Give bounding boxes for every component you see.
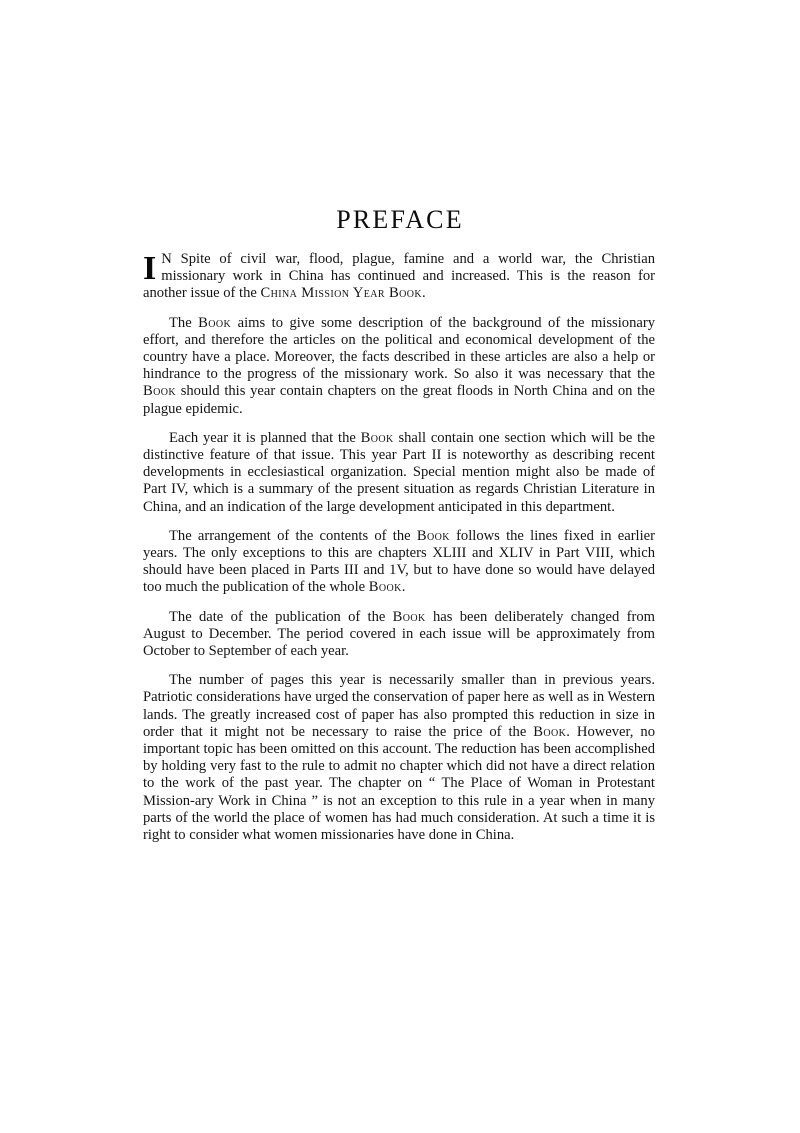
- paragraph-1: [143, 251, 655, 303]
- small-caps-book: Book: [368, 579, 402, 596]
- paragraph-4: The arrangement of the contents of the Book follows the lines fixed in earlier years. The only exceptions to this are chapters XLIII and XLIV in Part VIII, which should have been placed in Parts III and 1V, but to have done so would have delayed too much the publication of the whole Book.: [143, 527, 655, 596]
- paragraph-6: The number of pages this year is necessarily smaller than in previous years. Patriotic considerations have urged the conservation of paper here as well as in Western lands. The greatly increased cost of paper has also prompted this reduction in size in order that it might not be necessary to raise the price of the Book. However, no important topic has been omitted on this account. The reduction has been accomplished by holding very fast to the rule to admit no chapter which did not have a direct relation to the work of the past year. The chapter on “ The Place of Woman in Protestant Mission-ary Work in China ” is not an exception to this rule in a year when in many parts of the world the place of women has had much consideration. At such a time it is right to consider what women missionaries have done in China.: [143, 672, 656, 844]
- small-caps-book: Book: [198, 314, 232, 331]
- paragraph-1-lead: N Spite of civil war, flood, plague, famine and a world war, the Christian missionary work in China has continued and increased. This is the reason for another issue of the: [143, 251, 655, 302]
- paragraph-3: Each year it is planned that the Book shall contain one section which will be the distinctive feature of that issue. This year Part II is noteworthy as describing recent developments in ecclesiastical organization. Special mention might also be made of Part IV, which is a summary of the present situation as regards Christian Literature in China, and an indication of the large development anticipated in this department.: [143, 429, 655, 515]
- small-caps-book: Book: [533, 723, 567, 740]
- drop-cap-letter: I: [143, 250, 157, 287]
- body-text-block: [143, 251, 655, 844]
- page-title: PREFACE: [336, 205, 464, 234]
- paragraph-1-tail: .: [422, 285, 426, 302]
- small-caps-book: Book: [360, 429, 394, 446]
- small-caps-book: Book: [143, 383, 176, 400]
- paragraph-5: The date of the publication of the Book has been deliberately changed from August to December. The period covered in each issue will be approximately from October to September of each year.: [143, 608, 655, 660]
- small-caps-book: Book: [392, 608, 426, 625]
- small-caps-china-mission-year-book: China Mission Year Book: [260, 285, 423, 302]
- small-caps-book: Book: [416, 527, 450, 544]
- paragraph-2: The Book aims to give some description of the background of the missionary effort, and therefore the articles on the political and economical development of the country have a place. Moreover, the facts described in these articles are also a help or hindrance to the progress of the missionary work. So also it was necessary that the Book should this year contain chapters on the great floods in North China and on the plague epidemic.: [143, 314, 656, 417]
